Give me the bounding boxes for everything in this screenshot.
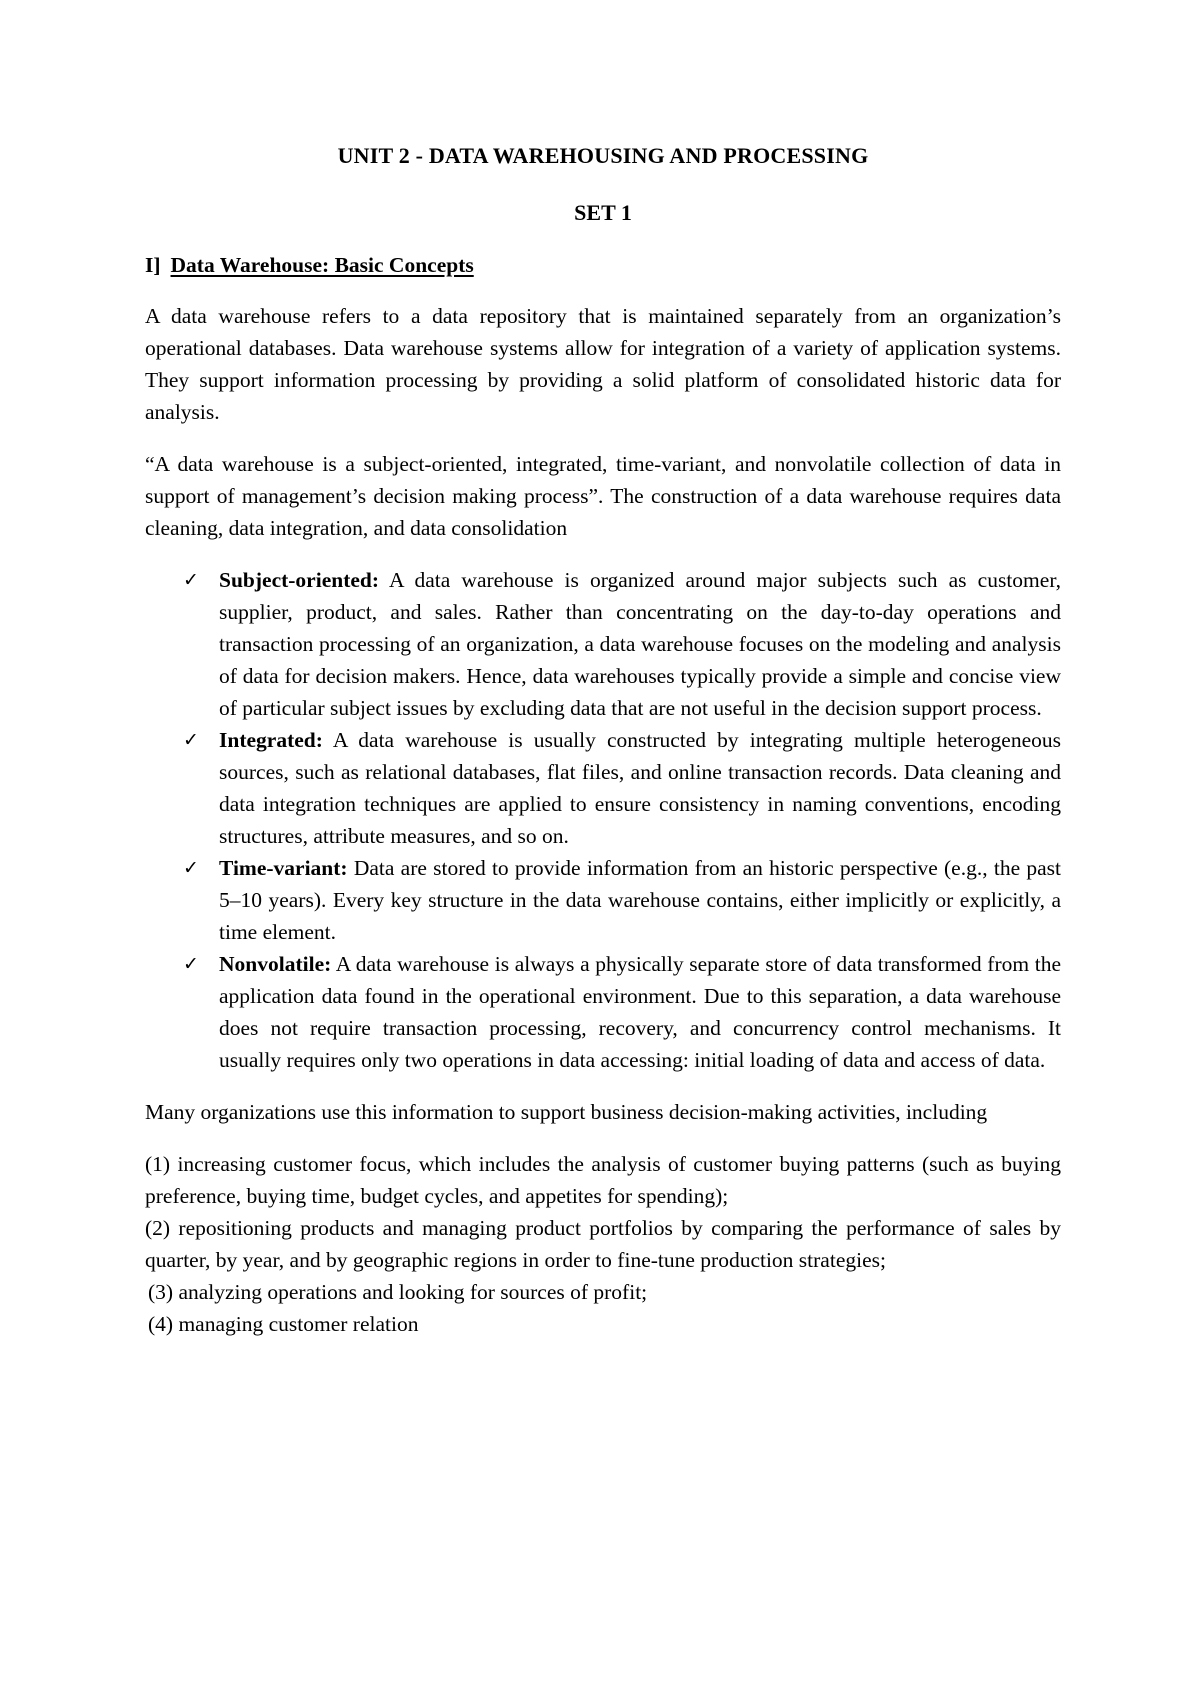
feature-item-time-variant (183, 852, 1061, 948)
checkmark-icon: ✓ (183, 857, 199, 879)
feature-text: A data warehouse is organized around major subjects such as customer, supplier, product, and sales. Rather than concentrating on the day-to-day operations and transaction processing of an organization, a data warehouse focuses on the modeling and analysis of data for decision makers. Hence, data warehouses typically provide a simple and concise view of particular subject issues by excluding data that are not useful in the decision support process. (219, 568, 1061, 720)
activity-list (145, 1148, 1061, 1340)
feature-item-nonvolatile (183, 948, 1061, 1076)
document-subtitle: SET 1 (574, 200, 632, 225)
section-heading (145, 249, 1061, 281)
section-label: Data Warehouse: Basic Concepts (170, 253, 474, 277)
checkmark-icon: ✓ (183, 729, 199, 751)
document-page (145, 140, 1061, 1340)
checkmark-icon: ✓ (183, 953, 199, 975)
activity-item: (4) managing customer relation (148, 1312, 419, 1336)
feature-text: A data warehouse is always a physically separate store of data transformed from the application data found in the operational environment. Due to this separation, a data warehouse does not require transaction processing, recovery, and concurrency control mechanisms. It usually requires only two operations in data accessing: initial loading of data and access of data. (219, 952, 1061, 1072)
definition-paragraph: “A data warehouse is a subject-oriented, integrated, time-variant, and nonvolatile collection of data in support of management’s decision making process”. The construction of a data warehouse requires data cleaning, data integration, and data consolidation (145, 452, 1061, 540)
feature-term: Time-variant: (219, 856, 348, 880)
feature-list (145, 564, 1061, 1076)
feature-text: A data warehouse is usually constructed by integrating multiple heterogeneous sources, such as relational databases, flat files, and online transaction records. Data cleaning and data integration techniques are applied to ensure consistency in naming conventions, encoding structures, attribute measures, and so on. (219, 728, 1061, 848)
activity-item: (2) repositioning products and managing product portfolios by comparing the performance of sales by quarter, by year, and by geographic regions in order to fine-tune production strategies; (145, 1216, 1061, 1272)
checkmark-icon: ✓ (183, 569, 199, 591)
document-title: UNIT 2 - DATA WAREHOUSING AND PROCESSING (337, 143, 869, 168)
usage-paragraph: Many organizations use this information to support business decision-making activities, including (145, 1100, 988, 1124)
feature-text: Data are stored to provide information from an historic perspective (e.g., the past 5–10 years). Every key structure in the data warehouse contains, either implicitly or explicitly, a time element. (219, 856, 1061, 944)
activity-item: (3) analyzing operations and looking for sources of profit; (148, 1280, 648, 1304)
activity-item: (1) increasing customer focus, which includes the analysis of customer buying patterns (such as buying preference, buying time, budget cycles, and appetites for spending); (145, 1152, 1061, 1208)
feature-item-integrated (183, 724, 1061, 852)
feature-term: Nonvolatile: (219, 952, 332, 976)
feature-item-subject-oriented (183, 564, 1061, 724)
feature-term: Integrated: (219, 728, 323, 752)
feature-term: Subject-oriented: (219, 568, 380, 592)
intro-paragraph: A data warehouse refers to a data repository that is maintained separately from an organization’s operational databases. Data warehouse systems allow for integration of a variety of application systems. They support information processing by providing a solid platform of consolidated historic data for analysis. (145, 304, 1061, 424)
section-number: I] (145, 253, 161, 277)
